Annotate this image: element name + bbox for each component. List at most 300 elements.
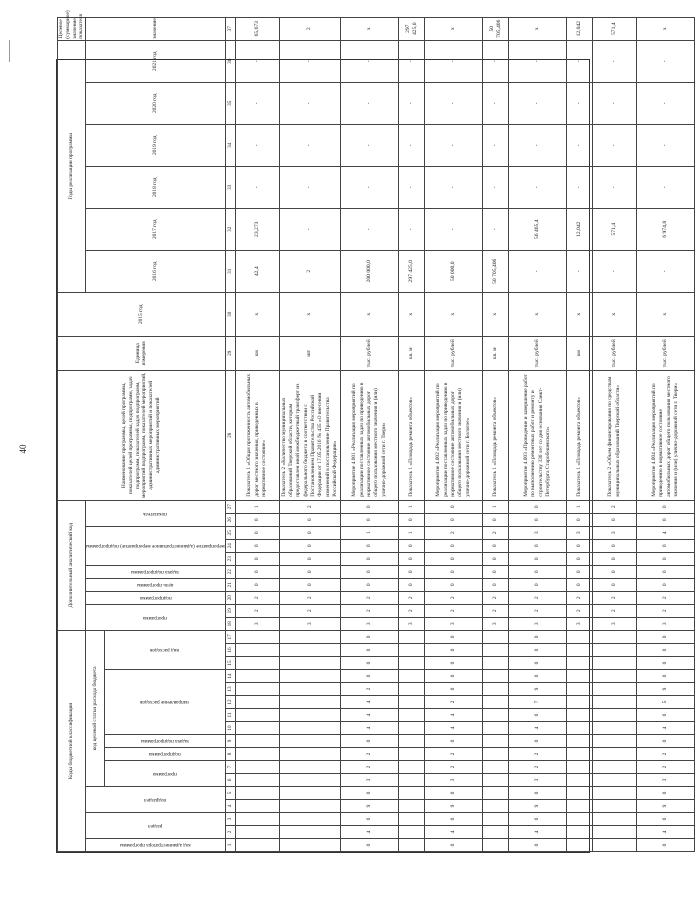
classifier-code-cell: 2 (567, 591, 593, 604)
column-number: 26 (225, 513, 235, 526)
classifier-code-cell: 0 (425, 539, 483, 552)
budget-code-cell (567, 709, 593, 722)
year-value-cell: х (235, 292, 279, 336)
year-value-cell: х (567, 292, 593, 336)
year-value-cell: - (341, 166, 399, 208)
header-2015: 2015 год (58, 292, 226, 336)
budget-code-cell (593, 735, 637, 748)
budget-code-cell (279, 839, 340, 852)
column-number: 32 (225, 208, 235, 250)
year-value-cell: 2 (279, 250, 340, 292)
classifier-code-cell: 0 (279, 513, 340, 526)
budget-code-cell (567, 800, 593, 813)
column-number: 11 (225, 709, 235, 722)
classifier-code-cell: 0 (425, 552, 483, 565)
year-value-cell: - (425, 82, 483, 124)
budget-code-cell: 9 (509, 683, 567, 696)
budget-code-cell (235, 813, 279, 826)
header-years-group: Годы реализации программы (58, 40, 86, 292)
budget-code-cell: 0 (341, 813, 399, 826)
budget-code-cell (279, 696, 340, 709)
target-value-cell: 297 425,0 (399, 17, 425, 40)
budget-code-cell (279, 748, 340, 761)
item-name-cell: Показатель 1 «Площадь ремонта объектов» (483, 370, 509, 500)
unit-cell: тыс. рублей (425, 336, 483, 370)
classifier-code-cell: 0 (341, 578, 399, 591)
budget-code-cell (235, 630, 279, 643)
year-value-cell: 42,4 (235, 250, 279, 292)
table-row (425, 17, 483, 851)
budget-code-cell (567, 722, 593, 735)
year-value-cell: - (425, 124, 483, 166)
classifier-code-cell: 3 (341, 617, 399, 630)
classifier-code-cell: 2 (235, 604, 279, 617)
header-c-goal: цель программы (86, 578, 226, 591)
classifier-code-cell: 2 (593, 604, 637, 617)
year-value-cell: - (637, 124, 695, 166)
budget-code-cell: 0 (425, 787, 483, 800)
classifier-code-cell: 0 (399, 565, 425, 578)
year-value-cell: - (279, 166, 340, 208)
item-name-cell: Показатель 1 «Площадь ремонта объектов» (399, 370, 425, 500)
budget-code-cell: 0 (425, 683, 483, 696)
budget-code-cell (567, 696, 593, 709)
budget-code-cell (483, 722, 509, 735)
budget-code-cell (567, 774, 593, 787)
classifier-code-cell: 0 (425, 513, 483, 526)
column-number: 31 (225, 250, 235, 292)
item-name-cell: Показатель 2 «Объем финансирования по средствам муниципальных образований Тверской области» (593, 370, 637, 500)
budget-code-cell (593, 709, 637, 722)
year-value-cell: - (509, 250, 567, 292)
budget-code-cell (279, 683, 340, 696)
classifier-code-cell: 1 (399, 526, 425, 539)
classifier-code-cell: 2 (425, 526, 483, 539)
column-number: 30 (225, 292, 235, 336)
column-number: 16 (225, 644, 235, 657)
budget-code-cell (279, 787, 340, 800)
header-subprogram: подпрограмма (104, 748, 225, 761)
budget-code-cell (593, 630, 637, 643)
year-value-cell: - (593, 250, 637, 292)
classifier-code-cell: 2 (341, 604, 399, 617)
column-number: 28 (225, 370, 235, 500)
budget-code-cell: 2 (341, 761, 399, 774)
classifier-code-cell: 3 (593, 526, 637, 539)
budget-code-cell (593, 787, 637, 800)
classifier-code-cell: 0 (279, 539, 340, 552)
header-c-indicator: показатель (86, 500, 226, 526)
header-direction: направление расходов (104, 670, 225, 735)
classifier-code-cell: 2 (637, 591, 695, 604)
budget-code-cell (399, 800, 425, 813)
classifier-code-cell: 0 (235, 578, 279, 591)
classifier-code-cell: 0 (567, 513, 593, 526)
classifier-code-cell: 2 (593, 500, 637, 513)
year-value-cell: 23,273 (235, 208, 279, 250)
target-value-cell: х (637, 17, 695, 40)
column-numbers-row (225, 17, 235, 851)
year-value-cell: - (567, 166, 593, 208)
classifier-code-cell: 3 (399, 617, 425, 630)
budget-code-cell: 9 (509, 800, 567, 813)
budget-code-cell (593, 696, 637, 709)
classifier-code-cell: 0 (637, 539, 695, 552)
header-task: задача подпрограммы (104, 735, 225, 748)
budget-code-cell: 0 (425, 644, 483, 657)
budget-code-cell: 9 (341, 800, 399, 813)
table-row (399, 17, 425, 851)
budget-code-cell: 0 (637, 670, 695, 683)
budget-code-cell: 4 (341, 722, 399, 735)
budget-code-cell: 4 (509, 826, 567, 839)
classifier-code-cell: 0 (341, 500, 399, 513)
table-row (279, 17, 340, 851)
classifier-code-cell: 1 (483, 500, 509, 513)
classifier-code-cell: 2 (235, 591, 279, 604)
classifier-code-cell: 0 (483, 578, 509, 591)
year-value-cell: 6 974,8 (637, 208, 695, 250)
budget-code-cell (235, 787, 279, 800)
classifier-code-cell: 0 (425, 578, 483, 591)
budget-code-cell (279, 709, 340, 722)
budget-code-cell (399, 696, 425, 709)
budget-code-cell: 2 (425, 748, 483, 761)
classifier-code-cell: 3 (279, 617, 340, 630)
budget-code-cell: 0 (425, 813, 483, 826)
year-value-cell: 56 465,4 (509, 208, 567, 250)
header-section: раздел (86, 813, 226, 839)
classifier-code-cell: 2 (509, 591, 567, 604)
budget-code-cell: 0 (637, 839, 695, 852)
year-value-cell: - (235, 166, 279, 208)
budget-code-cell: 0 (425, 735, 483, 748)
header-target: Целевое (суммарное) значение показателя (58, 10, 85, 39)
column-number: 15 (225, 657, 235, 670)
item-name-cell: Показатель 2 «Количество муниципальных образований Тверской области, которым предоставлен иной межбюджетный трансферт из федерального бюджета в соответствии с Постановлением Правительства Российской Федерации от 17.05.2016 № 435 «О внесении изменений в постановление Правительства Российской Федерации» (279, 370, 340, 500)
year-value-cell: - (341, 40, 399, 82)
budget-code-cell (567, 657, 593, 670)
header-classifier-group: Дополнительный аналитический код (58, 500, 86, 630)
unit-cell: тыс. рублей (509, 336, 567, 370)
classifier-code-cell: 0 (425, 500, 483, 513)
header-2017: 2017 год (86, 208, 226, 250)
budget-code-cell (593, 748, 637, 761)
unit-cell: кв. м (483, 336, 509, 370)
budget-code-cell (567, 826, 593, 839)
classifier-code-cell: 0 (567, 539, 593, 552)
classifier-code-cell: 2 (483, 526, 509, 539)
year-value-cell: - (593, 166, 637, 208)
budget-code-cell (483, 644, 509, 657)
budget-code-cell: 0 (509, 644, 567, 657)
target-value-cell: х (509, 17, 567, 40)
classifier-code-cell: 3 (567, 617, 593, 630)
budget-code-cell: 0 (637, 644, 695, 657)
budget-code-cell: 9 (637, 800, 695, 813)
budget-code-cell (235, 683, 279, 696)
header-row-1 (58, 17, 86, 851)
budget-code-cell (593, 670, 637, 683)
column-number: 22 (225, 565, 235, 578)
year-value-cell: - (593, 40, 637, 82)
budget-code-cell (483, 657, 509, 670)
budget-code-cell: 0 (425, 630, 483, 643)
budget-code-cell (399, 657, 425, 670)
budget-code-cell: 4 (637, 722, 695, 735)
header-c-task: задача подпрограммы (86, 565, 226, 578)
unit-cell: шт (279, 336, 340, 370)
year-value-cell: - (483, 82, 509, 124)
unit-cell: км (235, 336, 279, 370)
classifier-code-cell: 3 (593, 617, 637, 630)
budget-code-cell: 0 (509, 839, 567, 852)
header-2021: 2021 год (86, 40, 226, 82)
classifier-code-cell: 3 (425, 617, 483, 630)
budget-code-cell: 3 (425, 774, 483, 787)
year-value-cell: - (341, 208, 399, 250)
year-value-cell: - (399, 82, 425, 124)
classifier-code-cell: 0 (567, 565, 593, 578)
header-subsection: подраздел (86, 787, 226, 813)
year-value-cell: х (509, 292, 567, 336)
header-name: Наименование программы, целей программы, показателей целей программы, подпрограмм, задач подпрограмм, показателей задач подпрограмм, мероприятий подпрограмм, показателей мероприятий, административных мероприятий и показателей административных мероприятий (58, 370, 226, 500)
budget-code-cell (279, 670, 340, 683)
budget-code-cell (399, 813, 425, 826)
year-value-cell: - (425, 40, 483, 82)
table-row (483, 17, 509, 851)
column-number: 23 (225, 552, 235, 565)
year-value-cell: - (483, 166, 509, 208)
budget-code-cell (593, 761, 637, 774)
column-number: 2 (225, 826, 235, 839)
budget-code-cell (593, 813, 637, 826)
year-value-cell: - (509, 166, 567, 208)
budget-code-cell (279, 630, 340, 643)
header-unit: Единица измерения (58, 336, 226, 370)
classifier-code-cell: 2 (567, 604, 593, 617)
budget-code-cell (567, 735, 593, 748)
budget-code-cell: 9 (637, 683, 695, 696)
classifier-code-cell: 0 (483, 539, 509, 552)
classifier-code-cell: 0 (509, 578, 567, 591)
budget-code-cell (483, 787, 509, 800)
budget-code-cell: 4 (341, 709, 399, 722)
budget-code-cell (235, 800, 279, 813)
year-value-cell: х (483, 292, 509, 336)
column-number: 5 (225, 787, 235, 800)
budget-code-cell (399, 826, 425, 839)
table-row (341, 17, 399, 851)
table-row (637, 17, 695, 851)
classifier-code-cell: 0 (509, 500, 567, 513)
year-value-cell: - (341, 124, 399, 166)
classifier-code-cell: 0 (593, 539, 637, 552)
target-value-cell: 65,673 (235, 17, 279, 40)
header-target-value: значение (86, 17, 226, 40)
classifier-code-cell: 2 (279, 604, 340, 617)
year-value-cell: - (637, 166, 695, 208)
classifier-code-cell: 0 (235, 552, 279, 565)
year-value-cell: - (637, 82, 695, 124)
column-number: 24 (225, 539, 235, 552)
column-number: 21 (225, 578, 235, 591)
year-value-cell: - (341, 82, 399, 124)
year-value-cell: - (483, 208, 509, 250)
budget-code-cell (593, 657, 637, 670)
classifier-code-cell: 0 (235, 539, 279, 552)
budget-code-cell (593, 800, 637, 813)
unit-cell: тыс. рублей (341, 336, 399, 370)
budget-code-cell (235, 748, 279, 761)
year-value-cell: 297 425,0 (399, 250, 425, 292)
budget-code-cell: 0 (341, 839, 399, 852)
year-value-cell: 571,4 (593, 208, 637, 250)
classifier-code-cell: 0 (483, 552, 509, 565)
classifier-code-cell: 0 (593, 565, 637, 578)
budget-code-cell: 0 (637, 787, 695, 800)
column-number: 19 (225, 604, 235, 617)
classifier-code-cell: 3 (235, 617, 279, 630)
table-row (593, 17, 637, 851)
header-target-group: код целевой статьи расхода бюджета (86, 630, 105, 786)
header-c-activity: мероприятие (административное мероприятие) подпрограммы (86, 526, 226, 565)
budget-code-cell: 0 (341, 735, 399, 748)
classifier-code-cell: 4 (637, 526, 695, 539)
year-value-cell: - (399, 166, 425, 208)
budget-code-cell: 0 (509, 709, 567, 722)
budget-code-cell (235, 670, 279, 683)
classifier-code-cell: 2 (637, 604, 695, 617)
budget-code-cell (279, 813, 340, 826)
budget-code-cell (567, 761, 593, 774)
column-number: 12 (225, 696, 235, 709)
classifier-code-cell: 0 (509, 539, 567, 552)
budget-code-cell (399, 774, 425, 787)
column-number: 29 (225, 336, 235, 370)
year-value-cell: х (637, 292, 695, 336)
classifier-code-cell: 0 (279, 526, 340, 539)
year-value-cell: 12,042 (567, 208, 593, 250)
classifier-code-cell: 2 (509, 604, 567, 617)
budget-code-cell (483, 748, 509, 761)
budget-code-cell (593, 722, 637, 735)
column-number: 10 (225, 722, 235, 735)
target-value-cell: 12,042 (567, 17, 593, 40)
budget-code-cell (279, 722, 340, 735)
item-name-cell: Мероприятие 4.003 «Проведение и завершение работ по выполнению ремонтных работ и ремонту и строительству 330 лет со дня основания Санкт-Петербурга Старобешевского» (509, 370, 567, 500)
target-value-cell: х (341, 17, 399, 40)
year-value-cell: - (509, 82, 567, 124)
budget-code-cell: 4 (341, 696, 399, 709)
budget-code-cell: 7 (509, 696, 567, 709)
year-value-cell: 200 000,0 (341, 250, 399, 292)
budget-code-cell (483, 800, 509, 813)
year-value-cell: 50 705,406 (483, 250, 509, 292)
budget-code-cell: 0 (341, 630, 399, 643)
header-c-subprogram: подпрограмма (86, 591, 226, 604)
year-value-cell: х (399, 292, 425, 336)
classifier-code-cell: 2 (425, 604, 483, 617)
column-number: 3 (225, 813, 235, 826)
column-number: 14 (225, 670, 235, 683)
column-number: 33 (225, 166, 235, 208)
budget-code-cell: 2 (637, 761, 695, 774)
budget-code-cell: 4 (425, 826, 483, 839)
budget-code-cell: 0 (509, 670, 567, 683)
budget-code-cell: 0 (509, 630, 567, 643)
classifier-code-cell: 0 (637, 513, 695, 526)
budget-code-cell (235, 735, 279, 748)
year-value-cell: х (593, 292, 637, 336)
budget-code-cell: 5 (637, 696, 695, 709)
column-number: 17 (225, 630, 235, 643)
budget-code-cell (483, 709, 509, 722)
classifier-code-cell: 0 (593, 513, 637, 526)
budget-code-cell (483, 826, 509, 839)
target-value-cell: х (425, 17, 483, 40)
budget-code-cell (279, 826, 340, 839)
year-value-cell: - (235, 82, 279, 124)
classifier-code-cell: 2 (483, 591, 509, 604)
column-number: 8 (225, 748, 235, 761)
budget-code-cell (235, 826, 279, 839)
classifier-code-cell: 0 (235, 565, 279, 578)
budget-code-cell: 3 (637, 774, 695, 787)
header-c-program: программа (86, 604, 226, 630)
header-2018: 2018 год (86, 166, 226, 208)
classifier-code-cell: 0 (509, 565, 567, 578)
budget-code-cell (567, 644, 593, 657)
column-number: 27 (225, 500, 235, 513)
column-number: 13 (225, 683, 235, 696)
classifier-code-cell: 3 (483, 617, 509, 630)
budget-code-cell: 0 (637, 709, 695, 722)
budget-code-cell: 0 (341, 657, 399, 670)
budget-code-cell (567, 670, 593, 683)
year-value-cell: - (279, 40, 340, 82)
year-value-cell: - (593, 82, 637, 124)
scan-edge-mark (9, 40, 10, 62)
budget-code-cell (399, 630, 425, 643)
budget-code-cell (399, 683, 425, 696)
year-value-cell: - (425, 166, 483, 208)
budget-code-cell: 0 (637, 735, 695, 748)
budget-code-cell: 2 (425, 696, 483, 709)
header-expense-type: вид расходов (104, 630, 225, 669)
program-indicators-table (57, 10, 695, 852)
year-value-cell: - (567, 124, 593, 166)
budget-code-cell (567, 787, 593, 800)
classifier-code-cell: 2 (399, 604, 425, 617)
budget-code-cell (483, 774, 509, 787)
budget-code-cell (567, 839, 593, 852)
target-value-cell: 571,4 (593, 17, 637, 40)
classifier-code-cell: 0 (567, 578, 593, 591)
item-name-cell: Мероприятие 4.004 «Реализация мероприятий по приведению в нормативное состояние автомобильных дорог общего пользования местного значения и (или) улично-дорожной сети г. Твери» (637, 370, 695, 500)
year-value-cell: - (399, 40, 425, 82)
classifier-code-cell: 0 (279, 578, 340, 591)
column-number: 7 (225, 761, 235, 774)
classifier-code-cell: 0 (637, 578, 695, 591)
budget-code-cell: 0 (341, 644, 399, 657)
classifier-code-cell: 1 (341, 526, 399, 539)
page-number: 40 (18, 444, 28, 454)
budget-code-cell (483, 813, 509, 826)
item-name-cell: Мероприятие 4.002 «Реализация мероприятий по реализации поставленных задач по приведению в нормативное состояние автомобильных дорог общего пользования местного значения и (или) улично-дорожной сети г. Бологое» (425, 370, 483, 500)
column-number: 1 (225, 839, 235, 852)
column-number: 37 (225, 17, 235, 40)
